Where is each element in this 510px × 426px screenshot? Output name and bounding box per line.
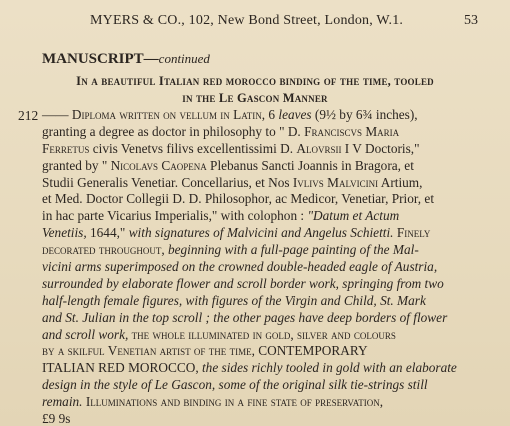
description-line bbox=[42, 361, 457, 374]
description-text: —— bbox=[42, 107, 72, 122]
description-text: et Med. Doctor Collegii D. D. Philosophor, ac Medicor, Venetiar, Prior, et bbox=[42, 191, 435, 207]
description-line bbox=[42, 260, 437, 273]
description-line bbox=[42, 159, 414, 172]
description-text: £9 9s bbox=[42, 411, 71, 426]
binding-subheading-line-2: in the Le Gascon Manner bbox=[182, 91, 328, 105]
description-line bbox=[42, 142, 420, 155]
description-text: surrounded by elaborate flower and scroll border work, springing from two bbox=[42, 275, 444, 291]
description-line bbox=[42, 226, 430, 239]
description-text: "Datum et Actum bbox=[307, 208, 400, 224]
description-text: 1644," bbox=[86, 225, 129, 241]
item-number: 212 bbox=[18, 108, 39, 123]
description-text: ITALIAN RED MOROCCO, bbox=[42, 360, 202, 376]
description-text: Finely bbox=[396, 225, 431, 241]
description-line bbox=[42, 378, 428, 391]
description-text: and St. Julian in the top scroll ; the other pages have deep borders of flower bbox=[42, 309, 448, 325]
description-text: granting a degree as doctor in philosophy to " D. bbox=[42, 123, 305, 139]
description-text: Nicolavs Caopena bbox=[110, 157, 207, 173]
description-text: Ivlivs Malvicini bbox=[292, 174, 379, 190]
description-line bbox=[42, 125, 399, 138]
page-number: 53 bbox=[464, 13, 478, 28]
description-text: CONTEMPORARY bbox=[254, 343, 368, 359]
description-text: half-length female figures, with figures of the Virgin and Child, St. Mark bbox=[42, 292, 426, 308]
description-text: Illuminations and binding in a fine state of preservation, bbox=[85, 394, 384, 410]
section-title-continued: continued bbox=[158, 51, 210, 66]
description-text: granted by " bbox=[42, 157, 111, 173]
description-text: remain. bbox=[42, 394, 83, 410]
description-text: and scroll work, bbox=[42, 326, 129, 342]
description-text: civis Venetvs filivs excellentissimi D. bbox=[89, 140, 297, 156]
description-text: leaves bbox=[278, 107, 312, 122]
section-title-main: MANUSCRIPT— bbox=[42, 51, 159, 67]
description-line bbox=[42, 395, 383, 408]
description-text: Plebanus Sancti Joannis in Bragora, et bbox=[206, 157, 414, 173]
description-text: Alovrsii bbox=[296, 140, 342, 156]
description-line bbox=[42, 108, 418, 121]
description-text: Franciscvs Maria bbox=[304, 123, 400, 139]
description-text: beginning with a full-page painting of the Mal- bbox=[167, 242, 419, 258]
description-text: the whole illuminated in gold, silver and colours bbox=[131, 326, 396, 342]
description-text: Venetiis, bbox=[42, 225, 87, 241]
description-line bbox=[42, 192, 434, 205]
description-text: with signatures of Malvicini and Angelus Schietti. bbox=[128, 225, 394, 241]
description-line bbox=[42, 344, 368, 357]
description-text: decorated throughout, bbox=[42, 242, 165, 258]
description-text: in hac parte Vicarius Imperialis," with colophon : bbox=[42, 208, 308, 224]
description-line bbox=[42, 209, 399, 222]
description-text: design in the style of Le Gascon, some of the original silk tie-strings still bbox=[42, 377, 428, 393]
description-line bbox=[42, 277, 444, 290]
description-text: I V Doctoris," bbox=[341, 140, 420, 156]
description-line bbox=[42, 294, 426, 307]
description-text: (9½ by 6¾ inches), bbox=[311, 107, 418, 122]
description-text: 6 bbox=[265, 107, 279, 122]
running-head: MYERS & CO., 102, New Bond Street, London, W.1. bbox=[90, 13, 404, 28]
description-text: Ferretus bbox=[42, 140, 90, 156]
description-line bbox=[42, 412, 70, 425]
description-text: by a skilful Venetian artist of the time, bbox=[42, 343, 255, 359]
description-line bbox=[42, 243, 419, 256]
description-line bbox=[42, 311, 447, 324]
description-text: Diploma written on vellum in Latin, bbox=[71, 107, 266, 122]
section-title bbox=[42, 51, 210, 68]
description-text: vicini arms superimposed on the crowned double-headed eagle of Austria, bbox=[42, 259, 438, 274]
description-text: the sides richly tooled in gold with an elaborate bbox=[201, 360, 457, 376]
description-line bbox=[42, 328, 396, 341]
description-text: Studii Generalis Venetiar. Concellarius, et Nos bbox=[42, 174, 293, 190]
binding-subheading-line-1: In a beautiful Italian red morocco binding of the time, tooled bbox=[76, 74, 434, 88]
description-text: Artium, bbox=[378, 174, 423, 190]
description-line bbox=[42, 176, 422, 189]
